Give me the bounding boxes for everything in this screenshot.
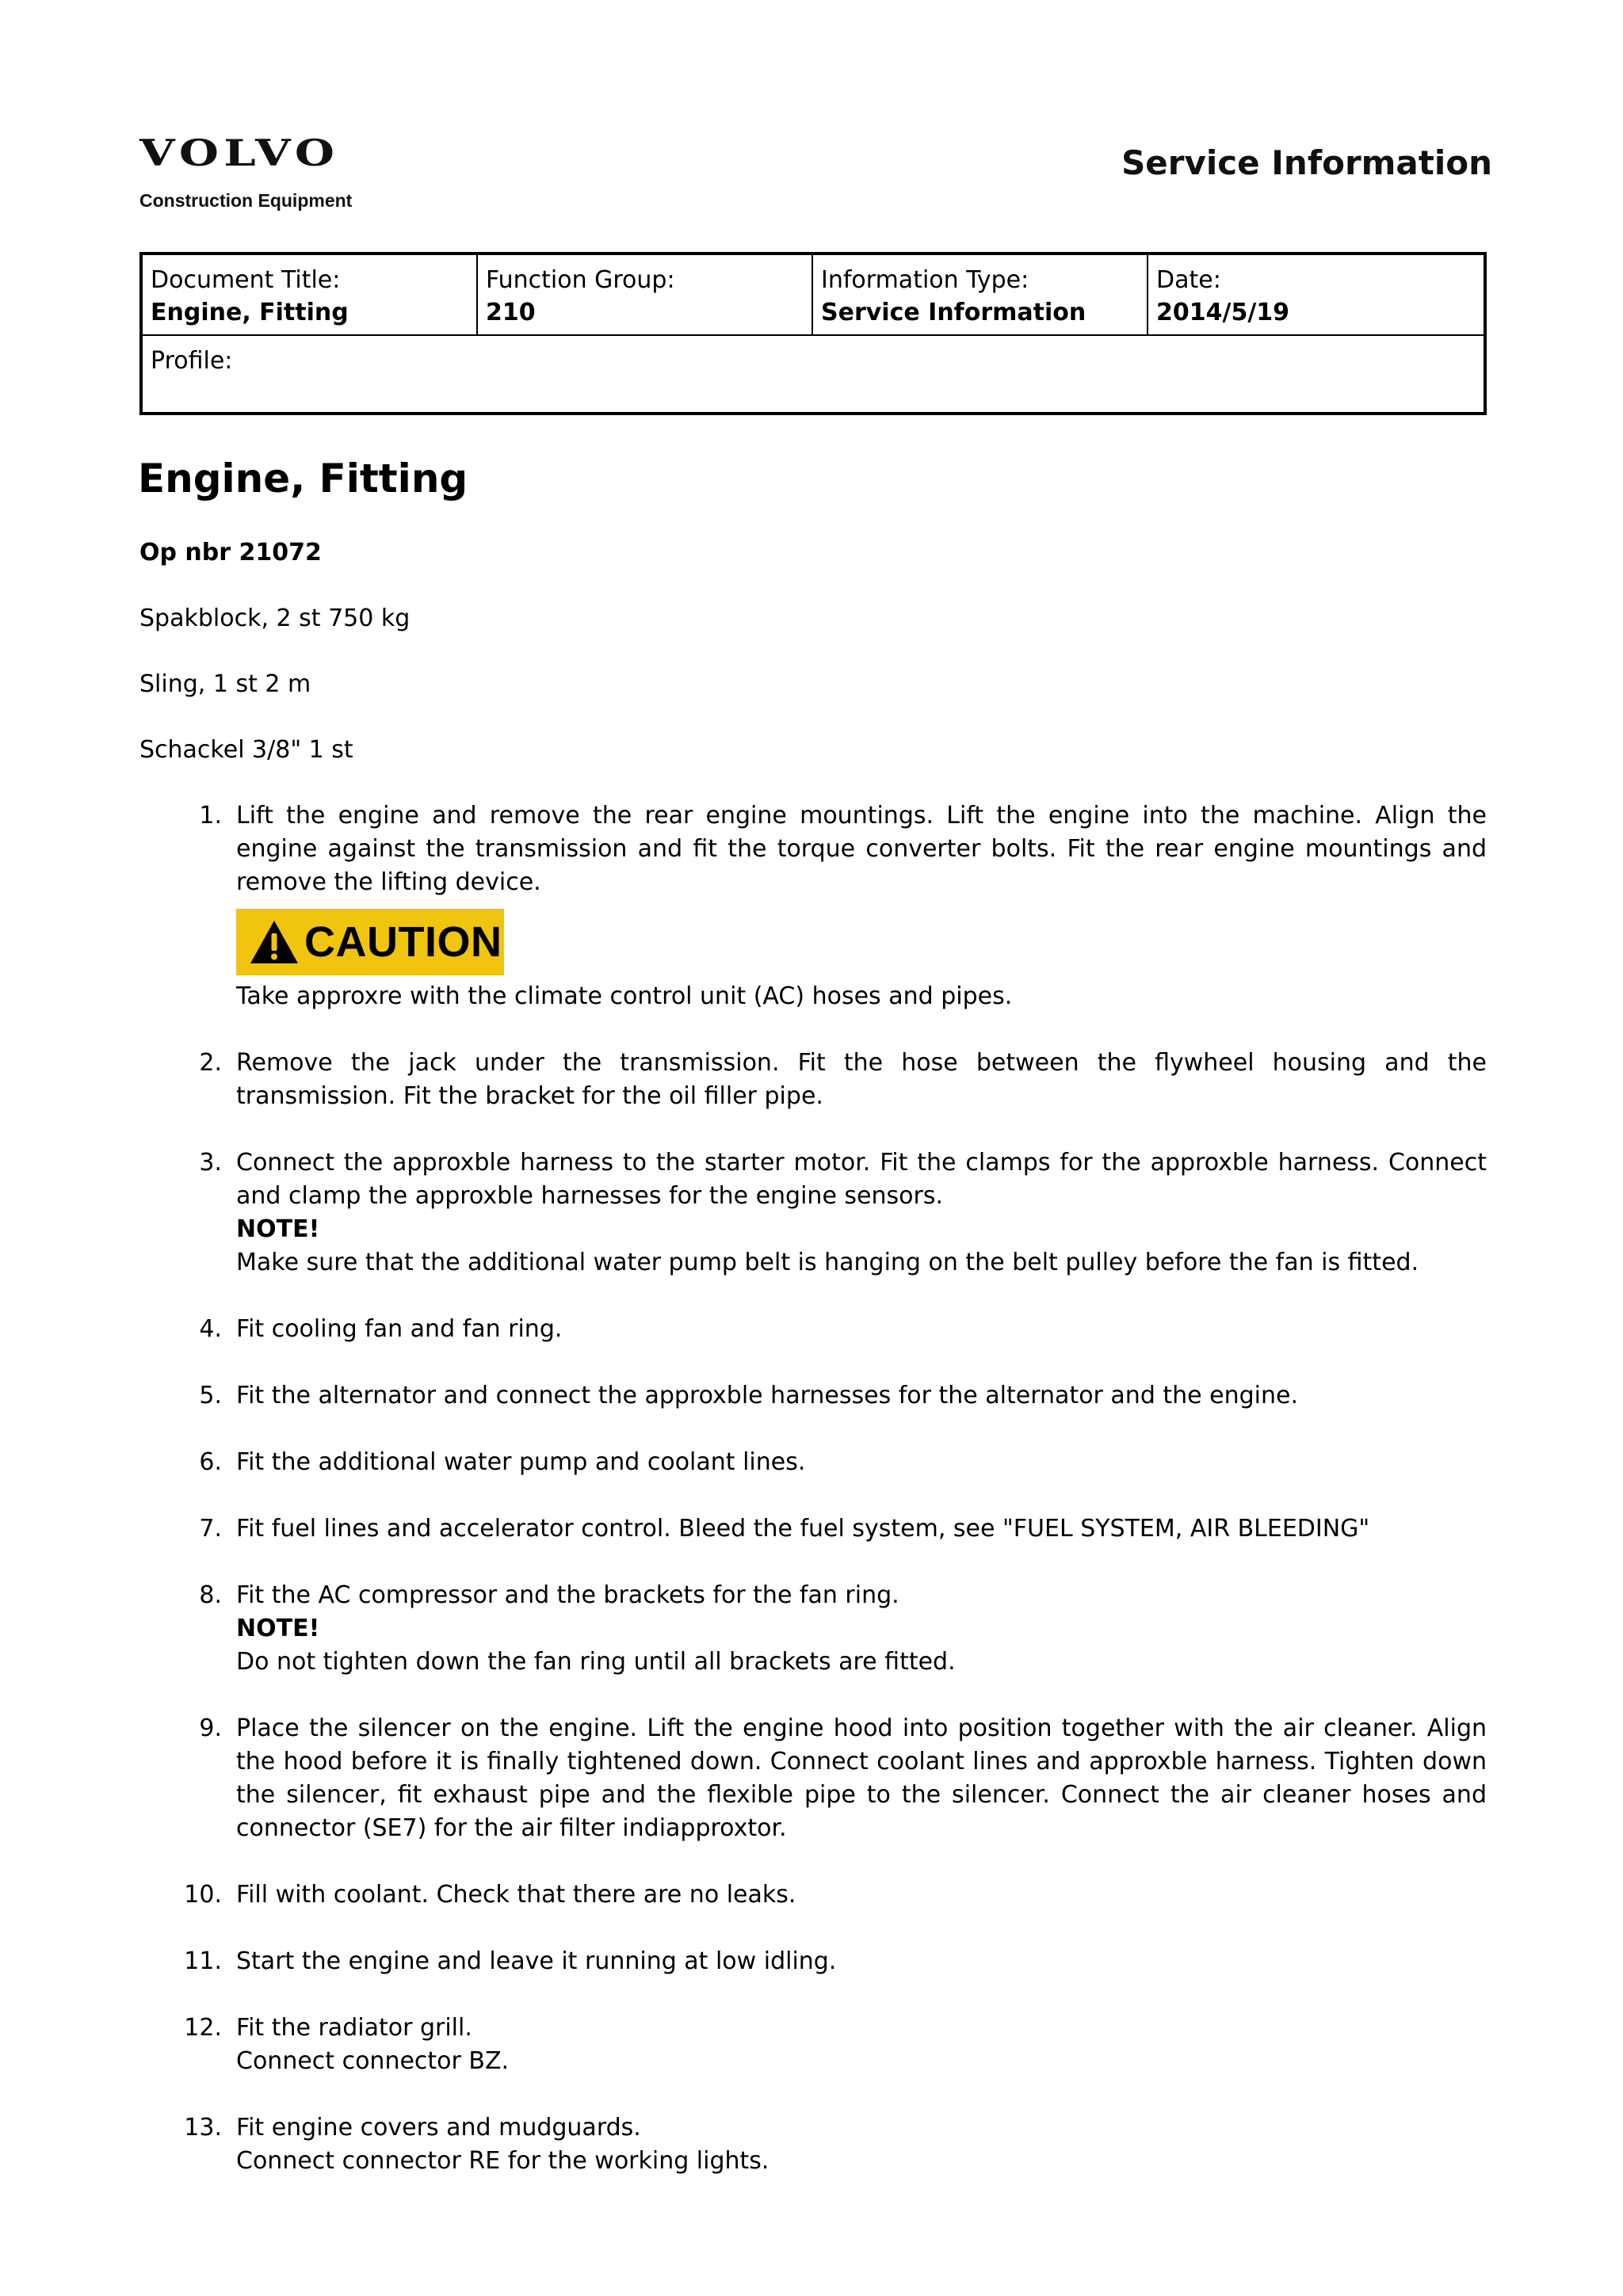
step-text: Fit the AC compressor and the brackets for the fan ring. [236, 1581, 899, 1609]
step-number: 11. [184, 1947, 222, 1975]
document-info-table [139, 252, 1487, 415]
step-text: Fit cooling fan and fan ring. [236, 1315, 563, 1343]
step-number: 5. [199, 1382, 222, 1409]
step-number: 7. [199, 1515, 222, 1543]
date-label: Date: [1156, 266, 1221, 294]
step-number: 12. [184, 2014, 222, 2042]
step-item [139, 1379, 1487, 1413]
step-text: Start the engine and leave it running at low idling. [236, 1947, 837, 1975]
step-item [139, 1579, 1487, 1679]
function-group-value: 210 [486, 299, 536, 326]
caution-label: CAUTION [304, 918, 502, 966]
information-type-value: Service Information [821, 299, 1086, 326]
step-text: Fit the alternator and connect the approxble harnesses for the alternator and the engine. [236, 1382, 1299, 1409]
step-text: Fit engine covers and mudguards. [236, 2114, 641, 2142]
step-item [139, 1878, 1487, 1912]
step-text-continued: Connect connector BZ. [236, 2047, 510, 2075]
step-item [139, 1512, 1487, 1546]
profile-label: Profile: [151, 347, 233, 375]
tool-item: Schackel 3/8" 1 st [139, 736, 353, 764]
step-item [139, 2012, 1487, 2078]
step-text: Fit fuel lines and accelerator control. Bleed the fuel system, see "FUEL SYSTEM, AIR BLEEDING" [236, 1515, 1370, 1543]
warning-triangle-icon [249, 919, 300, 965]
function-group-label: Function Group: [486, 266, 675, 294]
tool-item: Sling, 1 st 2 m [139, 670, 311, 698]
step-number: 6. [199, 1448, 222, 1476]
step-item [139, 1945, 1487, 1978]
step-item [139, 1446, 1487, 1479]
step-item [139, 1146, 1487, 1280]
step-number: 9. [199, 1714, 222, 1742]
step-number: 10. [184, 1881, 222, 1909]
note-label: NOTE! [236, 1215, 320, 1243]
step-text: Lift the engine and remove the rear engine mountings. Lift the engine into the machine. Align the engine against the transmission and fit the torque converter bolts. Fit the rear engine mountings and remove the lifting device. [236, 802, 1487, 896]
note-text: Make sure that the additional water pump belt is hanging on the belt pulley before the fan is fitted. [236, 1249, 1419, 1276]
step-text: Fill with coolant. Check that there are no leaks. [236, 1881, 796, 1909]
caution-badge [236, 909, 504, 975]
info-row [143, 255, 1484, 336]
date-value: 2014/5/19 [1156, 299, 1290, 326]
document-title-label: Document Title: [151, 266, 341, 294]
tool-item: Spakblock, 2 st 750 kg [139, 605, 411, 632]
note-label: NOTE! [236, 1615, 320, 1642]
profile-cell [143, 336, 1484, 377]
step-text: Remove the jack under the transmission. Fit the hose between the flywheel housing and the transmission. Fit the bracket for the oil filler pipe. [236, 1049, 1487, 1110]
page-title: Engine, Fitting [138, 456, 468, 502]
step-item [139, 799, 1487, 1013]
step-item [139, 1047, 1487, 1113]
step-number: 2. [199, 1049, 222, 1077]
volvo-logo [139, 132, 353, 211]
step-text-continued: Connect connector RE for the working lights. [236, 2147, 769, 2175]
information-type-label: Information Type: [821, 266, 1029, 294]
step-text: Place the silencer on the engine. Lift the engine hood into position together with the air cleaner. Align the hood before it is finally tightened down. Connect coolant lines and approxble harness. Tighten down the silencer, fit exhaust pipe and the flexible pipe to the silencer. Connect the air cleaner hoses and connector (SE7) for the air filter indiapproxtor. [236, 1714, 1487, 1842]
logo-subtitle: Construction Equipment [139, 190, 353, 211]
step-item [139, 1313, 1487, 1346]
document-title-cell [143, 255, 478, 334]
date-cell [1148, 255, 1484, 334]
step-number: 4. [199, 1315, 222, 1343]
document-title-value: Engine, Fitting [151, 299, 349, 326]
function-group-cell [478, 255, 813, 334]
step-number: 8. [199, 1581, 222, 1609]
document-type-heading: Service Information [1121, 143, 1492, 182]
step-item [139, 2111, 1487, 2178]
step-text: Fit the radiator grill. [236, 2014, 472, 2042]
step-number: 1. [199, 802, 222, 830]
information-type-cell [813, 255, 1148, 334]
step-number: 3. [199, 1149, 222, 1177]
procedure-steps [139, 799, 1487, 2211]
logo-wordmark: VOLVO [139, 132, 340, 174]
operation-number: Op nbr 21072 [139, 539, 322, 566]
note-text: Do not tighten down the fan ring until all brackets are fitted. [236, 1648, 956, 1676]
caution-text: Take approxre with the climate control unit (AC) hoses and pipes. [236, 982, 1013, 1010]
step-item [139, 1712, 1487, 1845]
step-number: 13. [184, 2114, 222, 2142]
step-text: Connect the approxble harness to the starter motor. Fit the clamps for the approxble harness. Connect and clamp the approxble harnesses for the engine sensors. [236, 1149, 1487, 1210]
step-text: Fit the additional water pump and coolant lines. [236, 1448, 806, 1476]
